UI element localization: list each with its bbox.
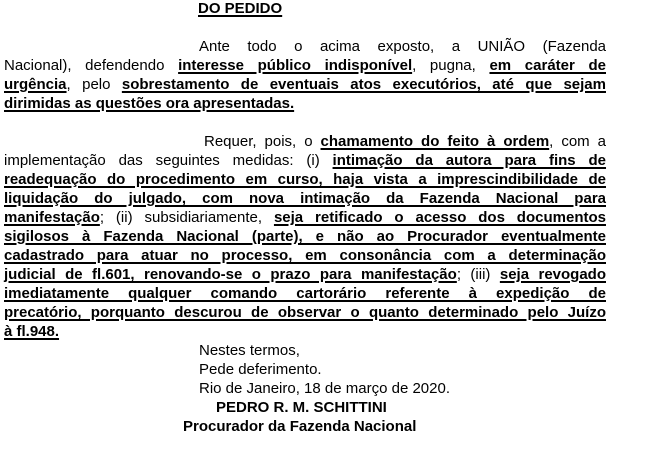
p2-line-1: Requer, pois, o chamamento do feito à ordem, com a <box>204 133 606 150</box>
p2-line-6: sigilosos à Fazenda Nacional (parte), e não ao Procurador eventualmente <box>4 228 606 245</box>
p2-line-9: imediatamente qualquer comando cartorário referente à expedição de <box>4 285 606 302</box>
section-heading: DO PEDIDO <box>198 0 283 17</box>
p2-line-2: implementação das seguintes medidas: (i) intimação da autora para fins de <box>4 152 607 169</box>
emphasis-urgencia: urgência <box>4 76 67 93</box>
p2-line-10: precatório, porquanto descurou de observar o quanto determinado pelo Juízo <box>4 304 606 321</box>
emphasis-revogado: seja revogado <box>499 266 606 283</box>
p2-line-4: liquidação do julgado, com nova intimação da Fazenda Nacional para <box>4 190 606 207</box>
signature-role: Procurador da Fazenda Nacional <box>183 418 417 435</box>
p1-line-1: Ante todo o acima exposto, a UNIÃO (Fazenda <box>199 38 606 55</box>
p2-line-11: à fl.948. <box>4 323 60 340</box>
p2-line-5: manifestação; (ii) subsidiariamente, seja retificado o acesso dos documentos <box>4 209 606 226</box>
p2-line-8: judicial de fl.601, renovando-se o prazo para manifestação; (iii) seja revogado <box>4 266 606 283</box>
emphasis-sobrestamento: sobrestamento de eventuais atos executórios, até que sejam <box>121 76 606 93</box>
closing-terms: Nestes termos, <box>199 342 300 359</box>
p1-line-4: dirimidas as questões ora apresentadas. <box>4 95 295 112</box>
emphasis-retificado: seja retificado o acesso dos documentos <box>273 209 606 226</box>
signature-name: PEDRO R. M. SCHITTINI <box>216 399 387 416</box>
emphasis-interesse: interesse público indisponível <box>178 57 413 74</box>
emphasis-chamamento: chamamento do feito à ordem <box>320 133 550 150</box>
p1-line-2: Nacional), defendendo interesse público indisponível, pugna, em caráter de <box>4 57 606 74</box>
closing-request: Pede deferimento. <box>199 361 322 378</box>
p2-line-7: cadastrado para atuar no processo, em consonância com a determinação <box>4 247 606 264</box>
p2-line-3: readequação do procedimento em curso, haja vista a imprescindibilidade de <box>4 171 606 188</box>
p1-line-3: urgência, pelo sobrestamento de eventuais atos executórios, até que sejam <box>4 76 606 93</box>
emphasis-intimacao: intimação da autora para fins de <box>332 152 607 169</box>
emphasis-carater: em caráter de <box>489 57 606 74</box>
closing-date: Rio de Janeiro, 18 de março de 2020. <box>199 380 450 397</box>
